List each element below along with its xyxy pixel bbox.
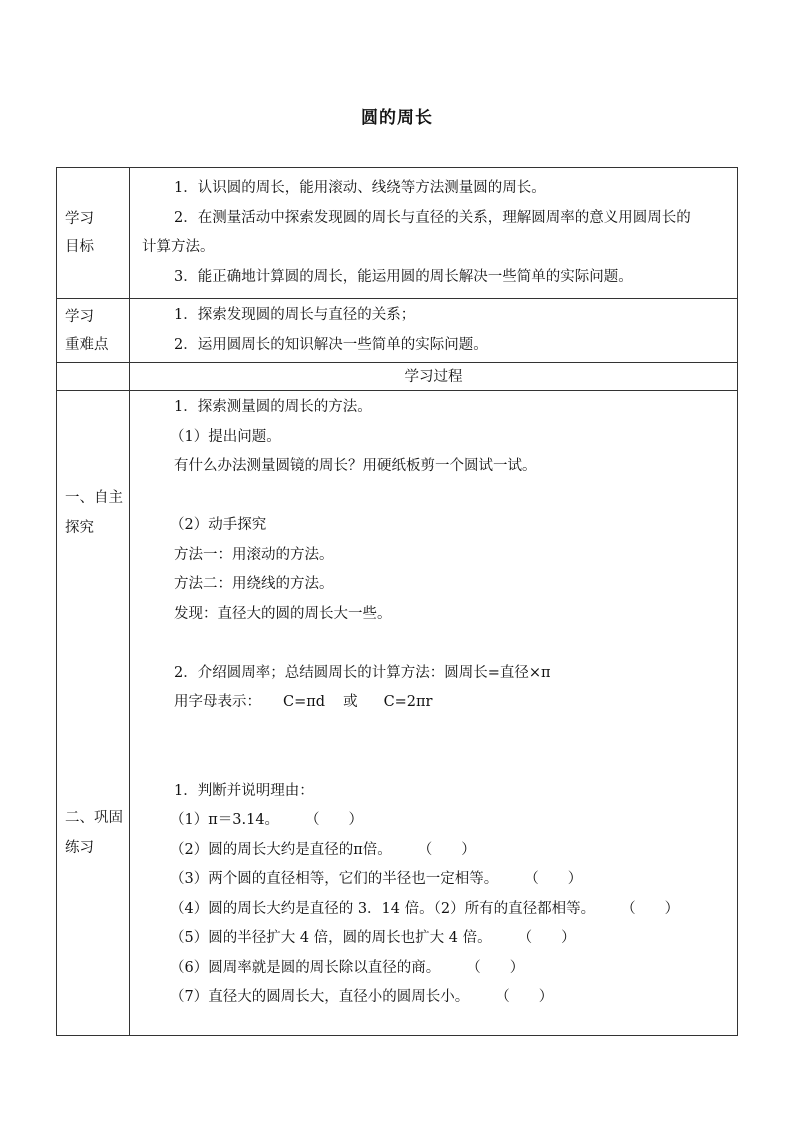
objective-item: 3．能正确地计算圆的周长，能运用圆的周长解决一些简单的实际问题。 xyxy=(174,268,633,285)
difficulty-item: 2．运用圆周长的知识解决一些简单的实际问题。 xyxy=(174,336,488,353)
formula-or: 或 xyxy=(343,694,358,710)
difficulties-label xyxy=(57,299,130,363)
lesson-plan-table xyxy=(56,167,738,1036)
section2-label-line: 二、巩固 xyxy=(65,810,123,826)
section1-line: 方法一：用滚动的方法。 xyxy=(174,546,334,563)
formula-line xyxy=(142,688,731,718)
page-title: 圆的周长 xyxy=(361,108,433,128)
exercise-item xyxy=(142,954,731,984)
exercise-text: （3）两个圆的直径相等，它们的半径也一定相等。 xyxy=(170,871,499,887)
section2-label xyxy=(65,803,123,863)
process-title: 学习过程 xyxy=(130,363,738,391)
objectives-content xyxy=(130,168,738,299)
section1-line: 发现：直径大的圆的周长大一些。 xyxy=(174,605,392,622)
objective-item: 2．在测量活动中探索发现圆的周长与直径的关系，理解圆周率的意义用圆周长的 xyxy=(174,209,691,226)
exercise-item xyxy=(142,924,731,954)
answer-blank: （ ） xyxy=(495,989,554,1005)
section2-heading: 1．判断并说明理由： xyxy=(174,782,314,799)
section1-line: （2）动手探究 xyxy=(170,517,267,533)
section1-line: （1）提出问题。 xyxy=(170,428,281,445)
section1-line: 有什么办法测量圆镜的周长？用硬纸板剪一个圆试一试。 xyxy=(174,458,537,474)
difficulty-item: 1．探索发现圆的周长与直径的关系； xyxy=(174,307,416,323)
section1-label-line: 一、自主 xyxy=(65,490,123,506)
answer-blank: （ ） xyxy=(517,930,576,946)
spacer xyxy=(142,629,731,659)
exercise-text: （5）圆的半径扩大 4 倍，圆的周长也扩大 4 倍。 xyxy=(170,930,492,946)
difficulties-label-line: 学习 xyxy=(65,308,94,325)
exercise-item xyxy=(142,983,731,1013)
exercise-item xyxy=(142,865,731,895)
process-label-empty xyxy=(57,363,130,391)
formula-prefix: 用字母表示： xyxy=(174,694,261,710)
objectives-label-line: 学习 xyxy=(65,211,94,227)
objective-item: 1．认识圆的周长，能用滚动、线绕等方法测量圆的周长。 xyxy=(174,180,546,196)
section-labels-cell xyxy=(57,391,130,1036)
objectives-label xyxy=(57,168,130,299)
main-content xyxy=(130,391,738,1036)
difficulties-row xyxy=(57,299,738,363)
exercise-text: （1）π＝3.14。 xyxy=(170,812,280,828)
formula-c-pid: C=πd xyxy=(283,694,326,710)
objectives-label-line: 目标 xyxy=(65,239,94,255)
exercise-text: （7）直径大的圆周长大，直径小的圆周长小。 xyxy=(170,989,470,1005)
exercise-text: （6）圆周率就是圆的周长除以直径的商。 xyxy=(170,959,441,976)
answer-blank: （ ） xyxy=(524,871,583,887)
exercise-text: （2）圆的周长大约是直径的π倍。 xyxy=(170,841,392,858)
section1-line: 方法二：用绕线的方法。 xyxy=(174,576,334,592)
process-row xyxy=(57,363,738,391)
exercise-item xyxy=(142,895,731,925)
section2-label-line: 练习 xyxy=(65,840,94,856)
difficulties-label-line: 重难点 xyxy=(65,336,109,353)
exercise-item xyxy=(142,806,731,836)
difficulties-content xyxy=(130,299,738,363)
objectives-row xyxy=(57,168,738,299)
spacer xyxy=(142,718,731,777)
section1-label-line: 探究 xyxy=(65,520,94,536)
answer-blank: （ ） xyxy=(466,959,525,976)
answer-blank: （ ） xyxy=(417,841,476,858)
objective-item: 计算方法。 xyxy=(142,239,215,255)
section1-line: 1．探索测量圆的周长的方法。 xyxy=(174,399,372,415)
spacer xyxy=(142,482,731,512)
formula-c-2pir: C=2πr xyxy=(383,694,433,710)
exercise-text: （4）圆的周长大约是直径的 3．14 倍。（2）所有的直径都相等。 xyxy=(170,900,596,917)
section1-label xyxy=(65,483,123,543)
main-row xyxy=(57,391,738,1036)
answer-blank: （ ） xyxy=(305,812,364,828)
answer-blank: （ ） xyxy=(621,900,680,917)
section1-line: 2．介绍圆周率；总结圆周长的计算方法：圆周长=直径×π xyxy=(174,664,551,681)
exercise-item xyxy=(142,836,731,866)
